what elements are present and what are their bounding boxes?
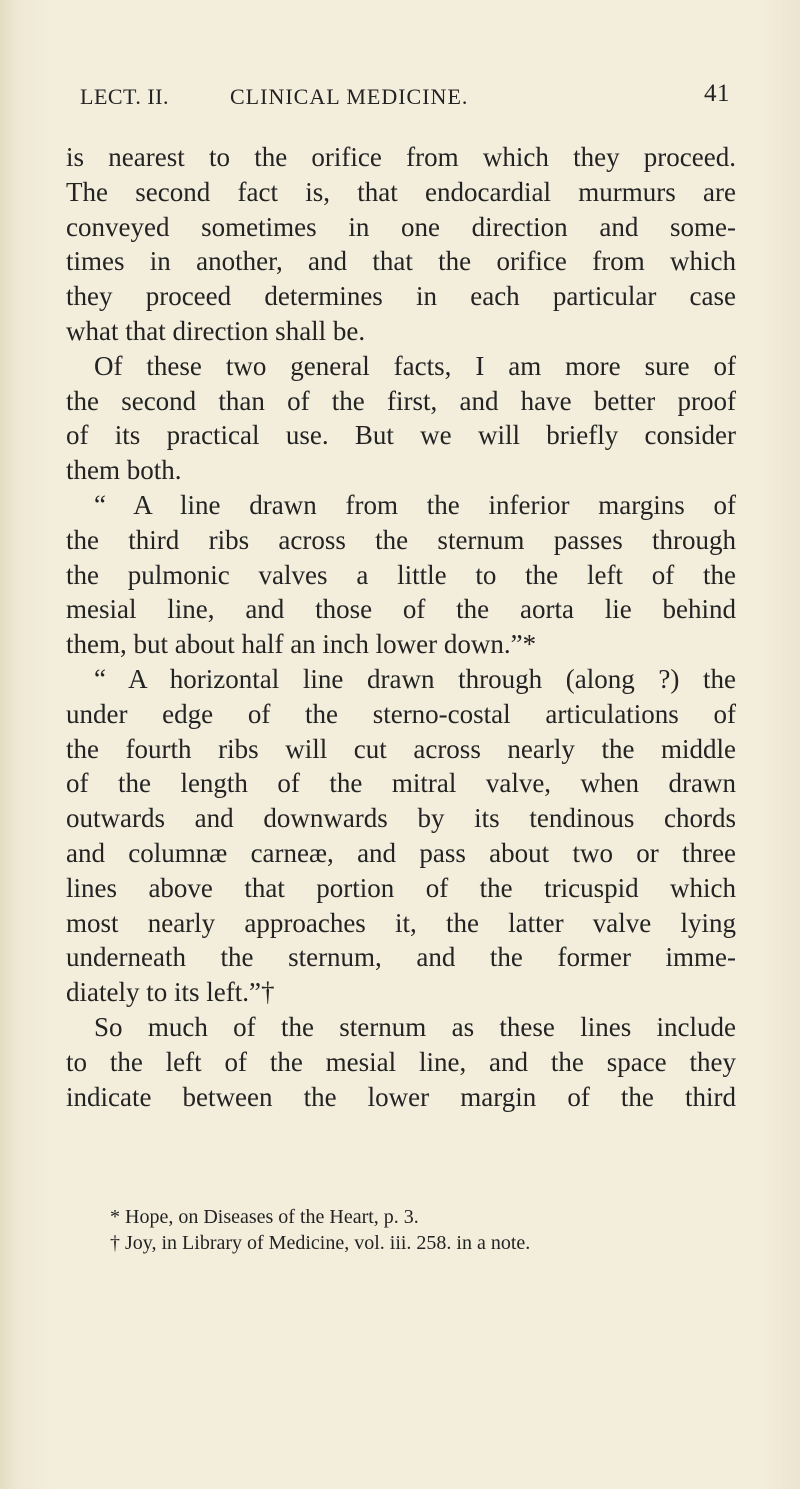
text-line: times in another, and that the orifice from which xyxy=(66,246,736,277)
text-line: the second than of the first, and have better proof xyxy=(66,385,736,416)
footnote: † Joy, in Library of Medicine, vol. iii. 258. in a note. xyxy=(110,1232,531,1254)
lecture-number: LECT. II. xyxy=(80,84,170,109)
text-line: indicate between the lower margin of the third xyxy=(66,1081,736,1112)
text-line: to the left of the mesial line, and the space they xyxy=(66,1046,736,1077)
text-line: conveyed sometimes in one direction and some- xyxy=(66,211,736,242)
text-line: under edge of the sterno-costal articulations of xyxy=(66,698,736,729)
text-line: them, but about half an inch lower down.”* xyxy=(66,629,537,660)
running-header xyxy=(80,80,730,124)
running-title: CLINICAL MEDICINE. xyxy=(230,84,469,109)
text-line: outwards and downwards by its tendinous chords xyxy=(66,803,736,834)
text-line: of the length of the mitral valve, when drawn xyxy=(66,768,736,799)
body-text xyxy=(66,140,736,1114)
footnotes xyxy=(110,1204,730,1256)
text-line: of its practical use. But we will briefly consider xyxy=(66,420,736,451)
text-line: mesial line, and those of the aorta lie behind xyxy=(66,594,736,625)
text-line: is nearest to the orifice from which they proceed. xyxy=(66,142,736,172)
text-line: the pulmonic valves a little to the left of the xyxy=(66,559,736,590)
text-line: diately to its left.”† xyxy=(66,977,275,1008)
text-line: and columnæ carneæ, and pass about two or three xyxy=(66,837,736,868)
text-line: they proceed determines in each particular case xyxy=(66,281,736,312)
text-line: So much of the sternum as these lines include xyxy=(94,1011,736,1042)
text-line: what that direction shall be. xyxy=(66,315,366,346)
text-line: them both. xyxy=(66,455,182,486)
text-line: Of these two general facts, I am more sure of xyxy=(94,350,736,381)
text-line: the fourth ribs will cut across nearly the middle xyxy=(66,733,736,764)
text-line: “ A horizontal line drawn through (along ?) the xyxy=(94,663,736,694)
text-line: underneath the sternum, and the former imme- xyxy=(66,942,736,973)
page-number: 41 xyxy=(704,80,730,107)
text-line: The second fact is, that endocardial murmurs are xyxy=(66,176,736,207)
text-line: the third ribs across the sternum passes through xyxy=(66,524,736,555)
footnote: * Hope, on Diseases of the Heart, p. 3. xyxy=(110,1206,419,1228)
text-line: most nearly approaches it, the latter valve lying xyxy=(66,907,736,938)
text-line: lines above that portion of the tricuspid which xyxy=(66,872,736,903)
text-line: “ A line drawn from the inferior margins of xyxy=(94,489,736,520)
